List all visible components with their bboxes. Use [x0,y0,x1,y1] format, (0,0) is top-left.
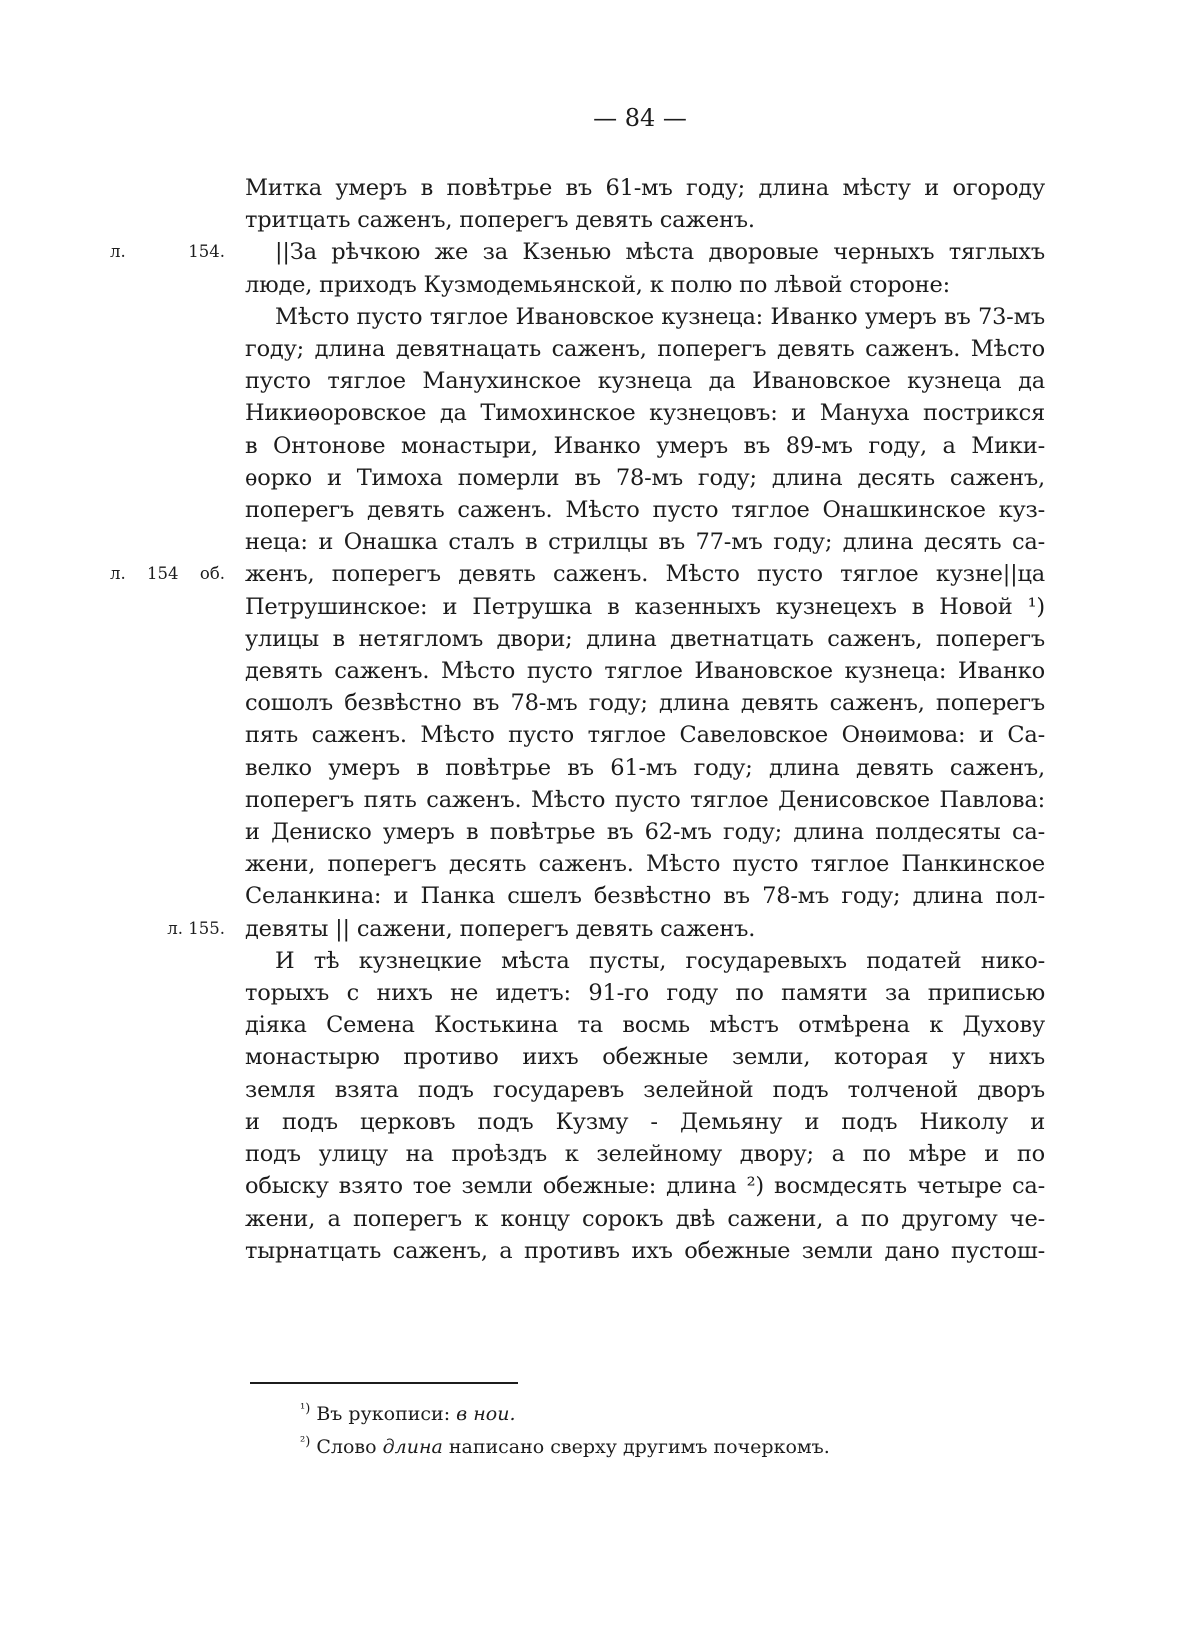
text-line [245,1074,1045,1106]
text-line [245,204,1045,236]
line-text: діяка Семена Костькина та восмь мѣстъ отмѣрена к Духову [245,1012,1045,1039]
line-text: и подъ церковъ подъ Кузму - Демьяну и подъ Николу и [245,1108,1045,1135]
footnote-text: написано сверху другимъ почеркомъ. [442,1436,830,1458]
line-text: земля взята подъ государевъ зелейной подъ толченой дворъ [245,1076,1045,1103]
text-line [245,719,1045,751]
line-text: Никиѳоровское да Тимохинское кузнецовъ: и Мануха пострикся [245,400,1045,427]
text-line [245,365,1045,397]
margin-folio-note: л. 155. [167,918,225,938]
text-line [245,301,1045,333]
line-text: поперегъ пять саженъ. Мѣсто пусто тяглое Денисовское Павлова: [245,786,1045,813]
text-line [245,397,1045,429]
text-line [245,172,1045,204]
footnotes [300,1398,830,1464]
line-text: пять саженъ. Мѣсто пусто тяглое Савеловское Онѳимова: и Са- [245,722,1045,749]
text-line [245,269,1045,301]
footnote-italic-text: длина [382,1436,443,1458]
line-text: девяты || сажени, поперегъ девять саженъ. [245,915,756,942]
footnote-marker: ¹) [300,1401,311,1417]
line-text: Митка умеръ в повѣтрье въ 61-мъ году; длина мѣсту и огороду [245,175,1045,201]
text-line [245,526,1045,558]
line-text: жени, а поперегъ к концу сорокъ двѣ сажени, а по другому че- [245,1205,1045,1232]
footnote-text: Слово [310,1436,383,1458]
text-line [245,977,1045,1009]
footnote [300,1398,830,1431]
line-text: И тѣ кузнецкие мѣста пусты, государевыхъ податей нико- [275,947,1045,974]
text-line [245,1203,1045,1235]
text-line [245,848,1045,880]
line-text: Мѣсто пусто тяглое Ивановское кузнеца: Иванко умеръ въ 73-мъ [275,303,1045,330]
line-text: Селанкина: и Панка сшелъ безвѣстно въ 78-мъ году; длина пол- [245,883,1045,910]
line-text: обыску взято тое земли обежные: длина ²) восмдесять четыре са- [245,1173,1045,1200]
text-line [245,1009,1045,1041]
line-text: женъ, поперегъ девять саженъ. Мѣсто пусто тяглое кузне||ца [245,561,1045,588]
line-text: сошолъ безвѣстно въ 78-мъ году; длина девять саженъ, поперегъ [245,690,1045,717]
margin-folio-note: л. 154 об. [110,564,225,584]
text-line [245,945,1045,977]
text-line [110,236,1045,268]
text-line [245,462,1045,494]
line-text: подъ улицу на проѣздъ к зелейному двору; а по мѣре и по [245,1141,1045,1168]
line-text: Петрушинское: и Петрушка в казенныхъ кузнецехъ в Новой ¹) [245,593,1045,620]
text-line [245,752,1045,784]
line-text: неца: и Онашка сталъ в стрилцы въ 77-мъ году; длина десять са- [245,529,1045,556]
text-line [245,784,1045,816]
text-line [245,591,1045,623]
line-text: году; длина девятнацать саженъ, поперегъ девять саженъ. Мѣсто [245,336,1045,363]
text-line [245,1106,1045,1138]
text-line [245,1138,1045,1170]
text-line [245,655,1045,687]
text-line [245,623,1045,655]
line-text: и Дениско умеръ в повѣтрье въ 62-мъ году; длина полдесяты са- [245,819,1045,846]
text-line [245,1235,1045,1267]
line-text: ѳорко и Тимоха померли въ 78-мъ году; длина десять саженъ, [245,464,1045,491]
line-text: пусто тяглое Манухинское кузнеца да Ивановское кузнеца да [245,368,1045,395]
footnote-marker: ²) [300,1434,311,1450]
line-text: монастырю противо иихъ обежные земли, которая у нихъ [245,1044,1045,1071]
line-text: поперегъ девять саженъ. Мѣсто пусто тяглое Онашкинское куз- [245,497,1045,524]
line-text: тритцать саженъ, поперегъ девять саженъ. [245,207,755,234]
text-line [245,1170,1045,1202]
text-line [245,430,1045,462]
margin-folio-note: л. 154. [110,242,225,262]
footnote [300,1431,830,1464]
line-text: люде, приходъ Кузмодемьянской, к полю по лѣвой стороне: [245,271,951,298]
text-line [245,494,1045,526]
text-line [245,687,1045,719]
line-text: велко умеръ в повѣтрье въ 61-мъ году; длина девять саженъ, [245,754,1045,781]
line-text: ||За рѣчкою же за Кзенью мѣста дворовые черныхъ тяглыхъ [275,239,1045,266]
text-line [245,1041,1045,1073]
footnote-italic-text: в нои. [456,1403,516,1425]
footnote-divider [250,1382,518,1384]
text-line [110,558,1045,590]
page-number: — 84 — [593,104,687,132]
footnote-text: Въ рукописи: [310,1403,457,1425]
text-line [167,913,1045,945]
line-text: улицы в нетягломъ двори; длина дветнатцать саженъ, поперегъ [245,625,1045,652]
text-line [245,333,1045,365]
line-text: в Онтонове монастыри, Иванко умеръ въ 89-мъ году, а Мики- [245,432,1045,459]
line-text: жени, поперегъ десять саженъ. Мѣсто пусто тяглое Панкинское [245,851,1045,878]
line-text: торыхъ с нихъ не идетъ: 91-го году по памяти за приписью [245,980,1045,1007]
line-text: девять саженъ. Мѣсто пусто тяглое Ивановское кузнеца: Иванко [245,658,1045,685]
body-text [110,172,1045,1267]
text-line [245,880,1045,912]
text-line [245,816,1045,848]
line-text: тырнатцать саженъ, а противъ ихъ обежные земли дано пустош- [245,1237,1045,1264]
